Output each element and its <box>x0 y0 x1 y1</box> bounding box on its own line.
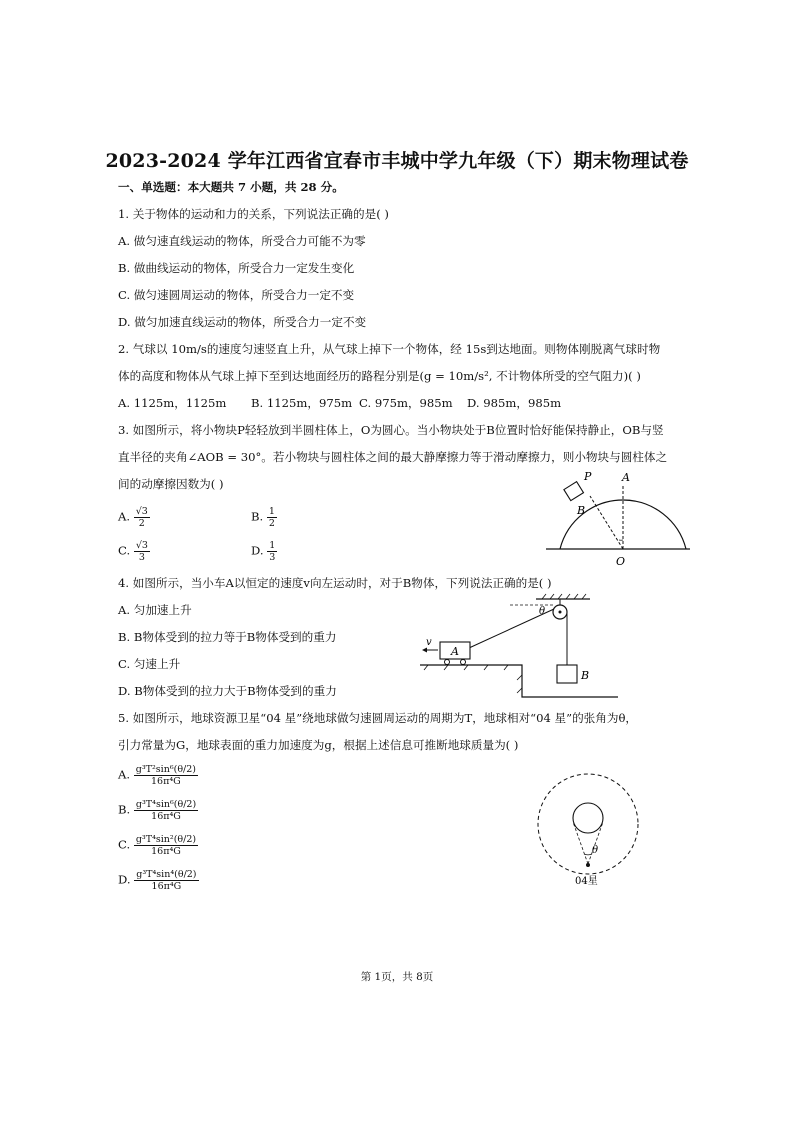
section-heading: 一、单选题：本大题共 7 小题，共 28 分。 <box>118 180 344 194</box>
fraction-denominator: 16π⁴G <box>151 776 181 787</box>
fraction-denominator: 3 <box>138 552 145 563</box>
satellite-orbit-figure <box>532 766 644 890</box>
question-2-stem-line-1: 2. 气球以 10m/s的速度匀速竖直上升，从气球上掉下一个物体，经 15s到达地面。则物体刚脱离气球时物 <box>118 342 661 356</box>
option-label: B. <box>251 509 264 524</box>
label-v: v <box>426 637 432 648</box>
question-4-option-a: A. 匀加速上升 <box>118 603 192 617</box>
question-2-option-d: D. 985m，985m <box>467 396 562 410</box>
fraction-denominator: 16π⁴G <box>151 846 181 857</box>
fraction <box>267 540 277 563</box>
question-5-stem-line-1: 5. 如图所示，地球资源卫星“04 星”绕地球做匀速圆周运动的周期为T，地球相对“04 星”的张角为θ， <box>118 711 638 725</box>
fraction <box>134 540 150 563</box>
pulley-axle <box>559 611 562 614</box>
fraction <box>134 764 198 787</box>
fraction <box>134 799 198 822</box>
page-footer: 第 1页，共 8页 <box>360 971 434 983</box>
fraction <box>267 506 277 529</box>
question-2-option-a: A. 1125m，1125m <box>118 396 227 410</box>
question-3-stem-line-3: 间的动摩擦因数为( ) <box>118 477 224 491</box>
question-2-option-c: C. 975m，985m <box>359 396 453 410</box>
fraction-denominator: 2 <box>138 518 145 529</box>
label-b: B <box>577 504 586 517</box>
fraction-denominator: 16π⁴G <box>151 811 181 822</box>
fraction-denominator: 2 <box>268 518 275 529</box>
option-label: C. <box>118 543 131 558</box>
label-theta: θ <box>592 845 599 856</box>
fraction-numerator: g³T⁴sin⁶(θ/2) <box>135 799 197 810</box>
question-3-stem-line-1: 3. 如图所示，将小物块P轻轻放到半圆柱体上，O为圆心。当小物块处于B位置时恰好能保持静止，OB与竖 <box>118 423 664 437</box>
question-1-option-d: D. 做匀加速直线运动的物体，所受合力一定不变 <box>118 315 367 329</box>
label-satellite: 04星 <box>575 876 598 887</box>
label-o: O <box>616 555 626 568</box>
option-label: D. <box>251 543 264 558</box>
fraction-numerator: 1 <box>268 506 275 517</box>
arrow-head-icon <box>422 648 427 653</box>
question-1-option-a: A. 做匀速直线运动的物体，所受合力可能不为零 <box>118 234 366 248</box>
question-3-option-a <box>118 506 150 529</box>
ground-hatch <box>424 665 522 693</box>
option-label: D. <box>118 872 131 887</box>
question-1-stem: 1. 关于物体的运动和力的关系，下列说法正确的是( ) <box>118 207 389 221</box>
fraction-denominator: 3 <box>269 552 276 563</box>
earth-circle <box>573 803 603 833</box>
cart-wheel-right <box>461 660 466 665</box>
question-2-stem-line-2: 体的高度和物体从气球上掉下至到达地面经历的路程分别是(g = 10m/s², 不计物体所受的空气阻力)( ) <box>118 369 641 383</box>
question-5-option-d <box>118 869 199 892</box>
block-p <box>564 482 584 501</box>
page-title: 2023-2024 学年江西省宜春市丰城中学九年级（下）期末物理试卷 <box>105 150 689 172</box>
question-1-option-b: B. 做曲线运动的物体，所受合力一定发生变化 <box>118 261 355 275</box>
fraction-numerator: √3 <box>135 506 148 517</box>
fraction <box>134 506 150 529</box>
fraction <box>134 869 198 892</box>
label-b: B <box>581 669 590 682</box>
half-cylinder-figure <box>540 466 700 570</box>
question-5-stem-line-2: 引力常量为G，地球表面的重力加速度为g，根据上述信息可推断地球质量为( ) <box>118 738 519 752</box>
fraction-numerator: g³T²sin⁶(θ/2) <box>135 764 197 775</box>
cart-pulley-figure <box>418 590 620 702</box>
label-theta: θ <box>539 606 546 617</box>
question-5-option-c <box>118 834 198 857</box>
question-3-option-b <box>251 506 277 529</box>
fraction-denominator: 16π⁴G <box>151 881 182 892</box>
block-b <box>557 665 577 683</box>
radius-ob <box>590 496 623 549</box>
question-4-option-d: D. B物体受到的拉力大于B物体受到的重力 <box>118 684 337 698</box>
question-2-option-b: B. 1125m，975m <box>251 396 353 410</box>
question-5-option-a <box>118 764 198 787</box>
angle-arc <box>584 854 592 855</box>
option-label: C. <box>118 837 131 852</box>
question-3-stem-line-2: 直半径的夹角∠AOB = 30°。若小物块与圆柱体之间的最大静摩擦力等于滑动摩擦力，则小物块与圆柱体之 <box>118 450 668 464</box>
cart-wheel-left <box>445 660 450 665</box>
fraction-numerator: 1 <box>269 540 276 551</box>
fraction <box>134 834 198 857</box>
option-label: B. <box>118 802 131 817</box>
label-p: P <box>584 470 592 483</box>
label-a: A <box>622 471 630 484</box>
question-3-option-c <box>118 540 150 563</box>
option-label: A. <box>118 509 131 524</box>
fraction-numerator: √3 <box>135 540 148 551</box>
question-4-option-c: C. 匀速上升 <box>118 657 181 671</box>
fraction-numerator: g³T⁴sin⁴(θ/2) <box>136 869 197 880</box>
question-4-stem: 4. 如图所示，当小车A以恒定的速度v向左运动时，对于B物体，下列说法正确的是( ) <box>118 576 552 590</box>
label-a: A <box>451 645 459 658</box>
fraction-numerator: g³T⁴sin²(θ/2) <box>135 834 197 845</box>
ceiling-hatch <box>542 594 586 599</box>
question-1-option-c: C. 做匀速圆周运动的物体，所受合力一定不变 <box>118 288 355 302</box>
question-4-option-b: B. B物体受到的拉力等于B物体受到的重力 <box>118 630 337 644</box>
option-label: A. <box>118 767 131 782</box>
question-5-option-b <box>118 799 198 822</box>
satellite-dot <box>586 863 590 867</box>
rope-to-cart <box>469 609 554 648</box>
question-3-option-d <box>251 540 277 563</box>
